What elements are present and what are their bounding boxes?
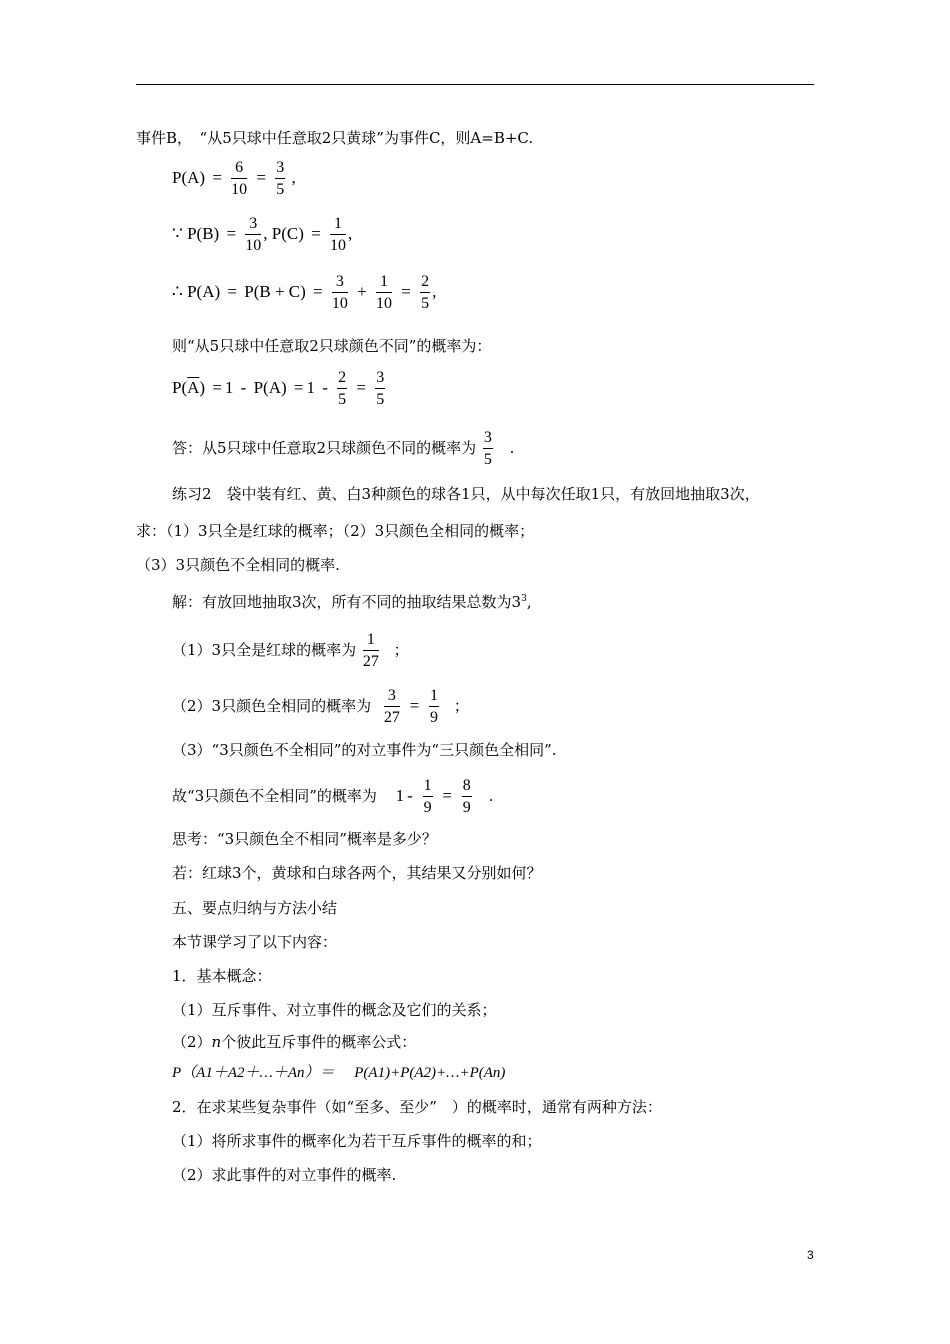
fraction-6-10: $\frac{6}{10}$ <box>231 159 248 198</box>
header-rule <box>136 84 814 85</box>
summary-item-1-2: （2）n个彼此互斥事件的概率公式： <box>172 1033 417 1051</box>
formula-pa: P(A) = $\frac{6}{10}$ = $\frac{3}{5}$ , <box>172 159 296 198</box>
solution-part-2: （2）3只颜色全相同的概率为 $\frac{3}{27}$ = $\frac{1}{9}$ ； <box>172 687 469 726</box>
summary-intro: 本节课学习了以下内容： <box>172 933 338 951</box>
formula-therefore: ∴ P(A) = P(B + C) = $\frac{3}{10}$ + $\frac{1}{10}$ = $\frac{2}{5}$ , <box>172 273 437 312</box>
sum-formula: P（A1＋A2＋…＋An）＝ P(A1)+P(A2)+…+P(An) <box>172 1065 506 1081</box>
answer-line: 答：从5只球中任意取2只球颜色不同的概率为 $\frac{3}{5}$ . <box>172 429 515 468</box>
therefore-symbol: ∴ <box>172 281 183 301</box>
fraction-1-10: $\frac{1}{10}$ <box>330 215 347 254</box>
if-line: 若：红球3个，黄球和白球各两个，其结果又分别如何？ <box>172 864 542 882</box>
exercise-2-line-2: 求：（1）3只全是红球的概率；（2）3只颜色全相同的概率； <box>136 522 535 540</box>
summary-item-2-1: （1）将所求事件的概率化为若干互斥事件的概率的和； <box>172 1132 542 1150</box>
formula-because: ∵ P(B) = $\frac{3}{10}$ , P(C) = $\frac{1}{10}$ , <box>172 215 353 254</box>
text-line-1: 事件B， “从5只球中任意取2只黄球”为事件C，则A=B+C. <box>136 129 534 147</box>
page-number: 3 <box>807 1248 814 1262</box>
summary-item-2-2: （2）求此事件的对立事件的概率. <box>172 1166 397 1184</box>
solution-part-3: （3）“3只颜色不全相同”的对立事件为“三只颜色全相同”. <box>172 741 557 759</box>
solution-conclusion: 故“3只颜色不全相同”的概率为 1 - $\frac{1}{9}$ = $\frac{8}{9}$ . <box>172 777 494 816</box>
section-heading: 五、要点归纳与方法小结 <box>172 899 338 917</box>
fraction-3-10: $\frac{3}{10}$ <box>245 215 262 254</box>
solution-part-1: （1）3只全是红球的概率为 $\frac{1}{27}$ ； <box>172 631 409 670</box>
exercise-2-line-1: 练习2 袋中装有红、黄、白3种颜色的球各1只，从中每次任取1只，有放回地抽取3次， <box>172 485 760 503</box>
summary-item-1-1: （1）互斥事件、对立事件的概念及它们的关系； <box>172 1001 497 1019</box>
because-symbol: ∵ <box>172 223 183 243</box>
pa-text: P(A) <box>172 167 206 187</box>
exercise-2-line-3: （3）3只颜色不全相同的概率. <box>136 556 340 574</box>
summary-item-2: 2．在求某些复杂事件（如“至多、至少” ）的概率时，通常有两种方法： <box>172 1098 662 1116</box>
fraction-3-5: $\frac{3}{5}$ <box>276 159 285 198</box>
a-bar: $\overline{A}$ <box>187 377 200 397</box>
fraction-2-5: $\frac{2}{5}$ <box>421 273 430 312</box>
text-line-5: 则“从5只球中任意取2只球颜色不同”的概率为： <box>172 337 492 355</box>
formula-complement: $P(\overline{A}) = 1 - P(A) = 1$ - $\frac{2}{5}$ = $\frac{3}{5}$ <box>172 369 385 408</box>
think-line: 思考：“3只颜色全不相同”概率是多少？ <box>172 830 437 848</box>
solution-line: 解：有放回地抽取3次，所有不同的抽取结果总数为$3^3$, <box>172 593 532 611</box>
summary-item-1: 1．基本概念： <box>172 967 272 985</box>
